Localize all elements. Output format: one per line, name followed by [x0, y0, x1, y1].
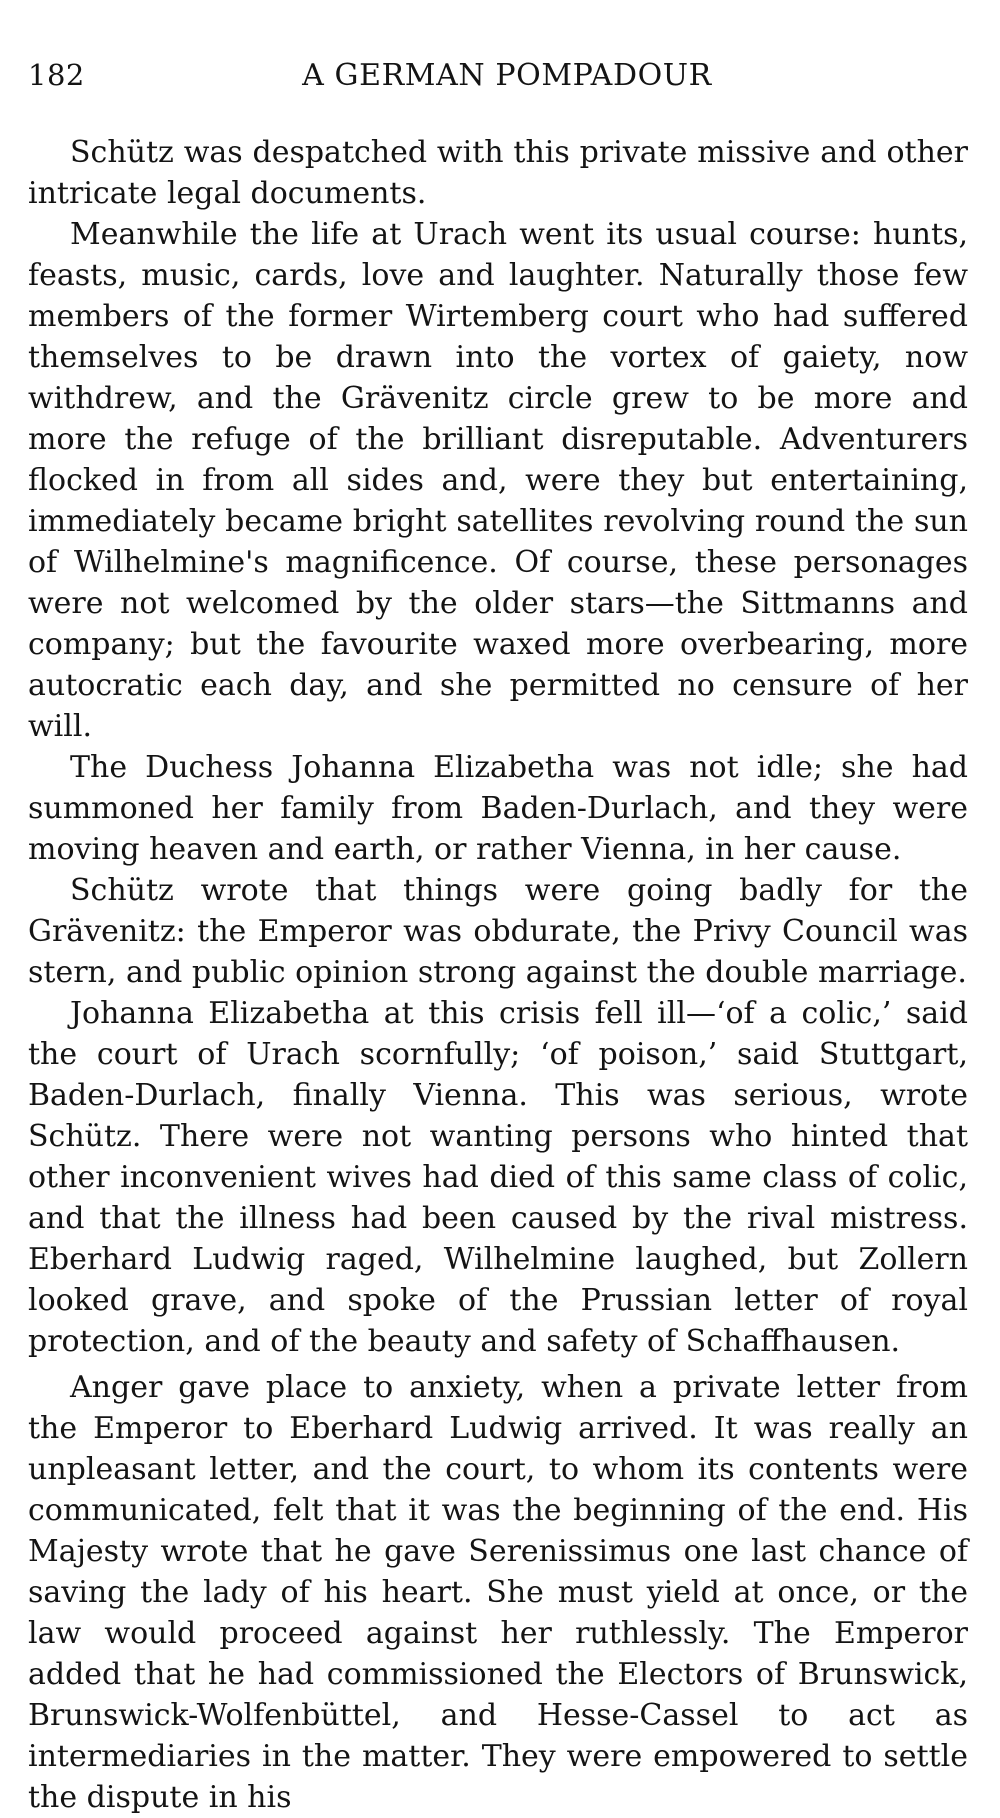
paragraph: Schütz was despatched with this private missive and other intricate legal documents. — [28, 135, 968, 211]
page-number: 182 — [28, 58, 85, 92]
paragraph: Schütz wrote that things were going badly for the Grävenitz: the Emperor was obdurate, the Privy Council was stern, and public opinion strong against the double marriage. — [28, 873, 968, 990]
page-header — [28, 58, 968, 104]
paragraph: Johanna Elizabetha at this crisis fell ill—‘of a colic,’ said the court of Urach scornfully; ‘of poison,’ said Stuttgart, Baden-Durlach, finally Vienna. This was serious, wrote Schütz. There were not wanting persons who hinted that other inconvenient wives had died of this same class of colic, and that the illness had been caused by the rival mistress. Eberhard Ludwig raged, Wilhelmine laughed, but Zollern looked grave, and spoke of the Prussian letter of royal protection, and of the beauty and safety of Schaffhausen. — [28, 996, 968, 1359]
paragraph: Anger gave place to anxiety, when a private letter from the Emperor to Eberhard Ludwig arrived. It was really an unpleasant letter, and the court, to whom its contents were communicated, felt that it was the beginning of the end. His Majesty wrote that he gave Serenissimus one last chance of saving the lady of his heart. She must yield at once, or the law would proceed against her ruthlessly. The Emperor added that he had commissioned the Electors of Brunswick, Brunswick-Wolfenbüttel, and Hesse-Cassel to act as intermediaries in the matter. They were empowered to settle the dispute in his — [28, 1370, 968, 1815]
paragraph: Meanwhile the life at Urach went its usual course: hunts, feasts, music, cards, love and laughter. Naturally those few members of the former Wirtemberg court who had suffered themselves to be drawn into the vortex of gaiety, now withdrew, and the Grävenitz circle grew to be more and more the refuge of the brilliant disreputable. Adventurers flocked in from all sides and, were they but entertaining, immediately became bright satellites revolving round the sun of Wilhelmine's magnificence. Of course, these personages were not welcomed by the older stars—the Sittmanns and company; but the favourite waxed more overbearing, more autocratic each day, and she permitted no censure of her will. — [28, 217, 968, 744]
body-text — [28, 132, 968, 1818]
paragraph: The Duchess Johanna Elizabetha was not idle; she had summoned her family from Baden-Durlach, and they were moving heaven and earth, or rather Vienna, in her cause. — [28, 750, 968, 867]
running-head: A GERMAN POMPADOUR — [302, 58, 712, 93]
